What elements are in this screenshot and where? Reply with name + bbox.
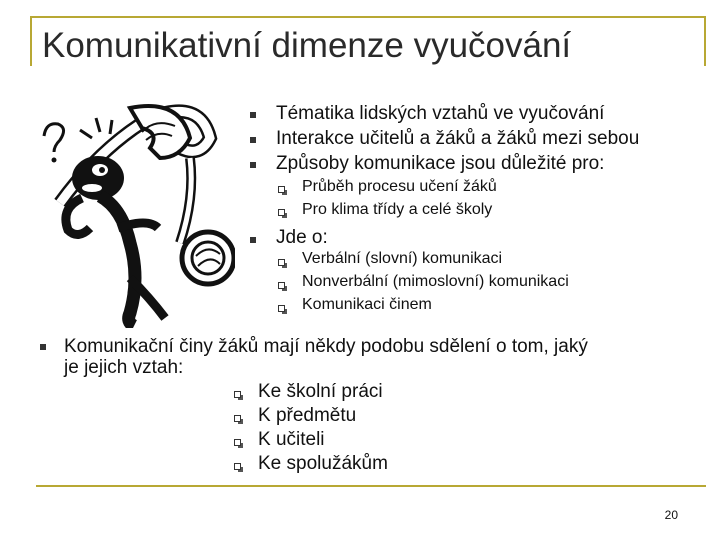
bullet-square: [250, 237, 256, 243]
acts-text-line: Komunikační činy žáků mají někdy podobu sdělení o tom, jaký: [64, 336, 588, 357]
type-item: Nonverbální (mimoslovní) komunikaci: [302, 273, 569, 290]
relation-item: Ke spolužákům: [258, 453, 388, 474]
importance-item: Průběh procesu učení žáků: [302, 178, 497, 195]
types-heading: Jde o:: [276, 227, 328, 248]
bullet-hollow-square: [278, 186, 285, 193]
footer-rule: [36, 485, 706, 487]
importance-item: Pro klima třídy a celé školy: [302, 201, 493, 218]
frame-right-line: [704, 16, 706, 66]
slide-title: Komunikativní dimenze vyučování: [42, 26, 572, 65]
confused-person-telephone-icon: [30, 78, 235, 328]
bullet-hollow-square: [234, 463, 241, 470]
relation-item: K předmětu: [258, 405, 357, 426]
topic-item: Způsoby komunikace jsou důležité pro:: [276, 153, 605, 174]
acts-text-line: je jejich vztah:: [64, 357, 184, 378]
bullet-hollow-square: [278, 282, 285, 289]
bullet-hollow-square: [278, 305, 285, 312]
bullet-hollow-square: [234, 439, 241, 446]
bullet-hollow-square: [234, 391, 241, 398]
relation-item: K učiteli: [258, 429, 325, 450]
bullet-hollow-square: [234, 415, 241, 422]
topic-item: Interakce učitelů a žáků a žáků mezi sebou: [276, 128, 640, 149]
bullet-hollow-square: [278, 259, 285, 266]
bullet-square: [250, 112, 256, 118]
frame-left-line: [30, 16, 32, 66]
bullet-square: [40, 344, 46, 350]
page-number: 20: [664, 508, 678, 522]
type-item: Komunikaci činem: [302, 296, 432, 313]
bullet-square: [250, 162, 256, 168]
bullet-square: [250, 137, 256, 143]
type-item: Verbální (slovní) komunikaci: [302, 250, 503, 267]
relation-item: Ke školní práci: [258, 381, 383, 402]
bullet-hollow-square: [278, 209, 285, 216]
topic-item: Tématika lidských vztahů ve vyučování: [276, 103, 605, 124]
frame-top-line: [30, 16, 706, 18]
